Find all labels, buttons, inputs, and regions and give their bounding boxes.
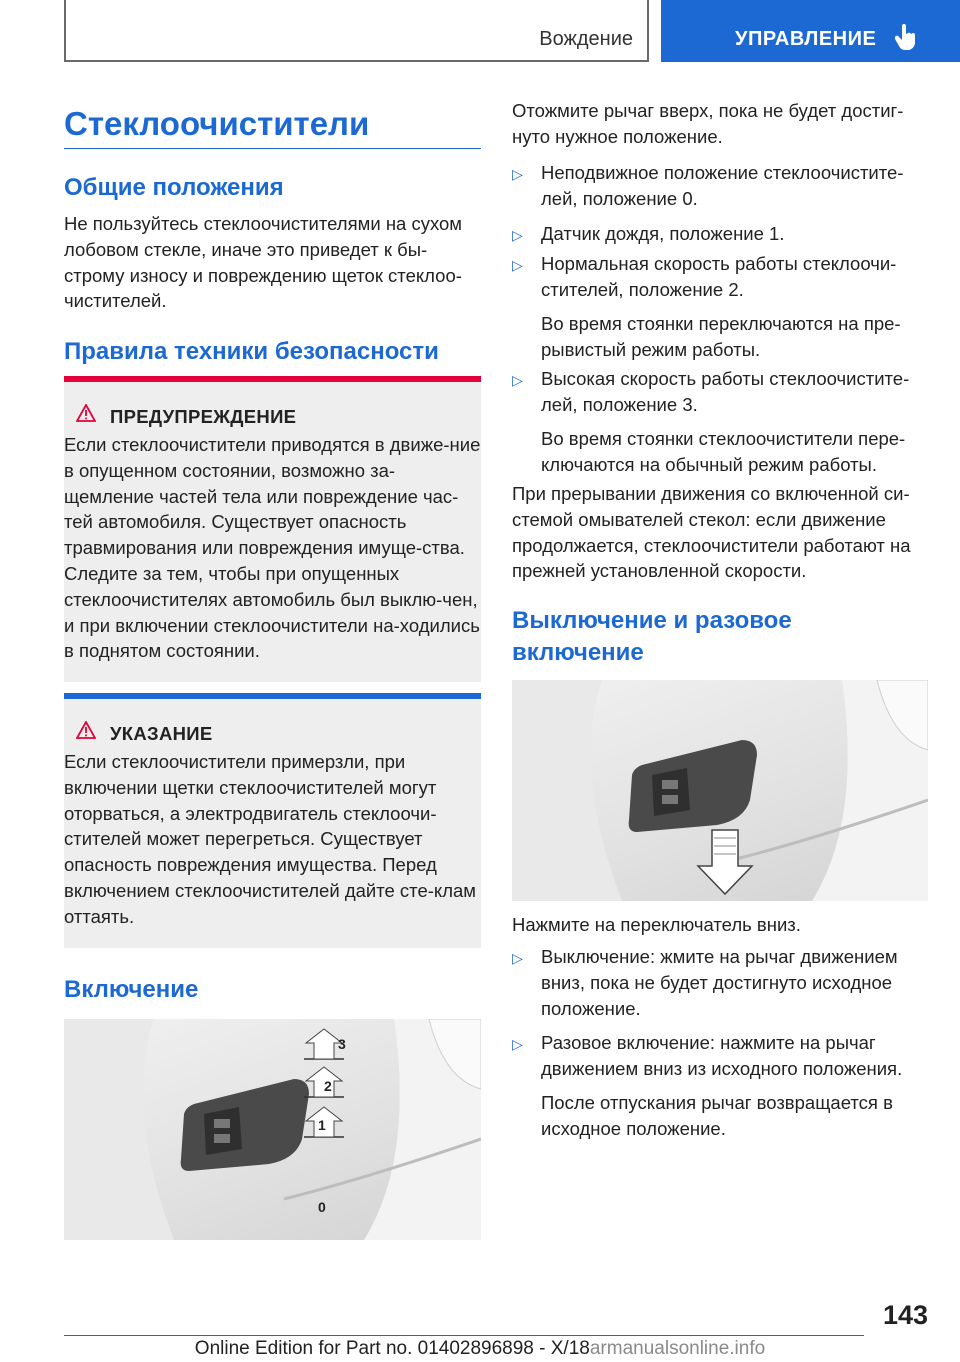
- warning-triangle-icon: [76, 404, 96, 422]
- warning-label: ПРЕДУПРЕЖДЕНИЕ: [110, 406, 297, 427]
- bullet-triangle-icon: ▷: [512, 257, 523, 273]
- switch-on-heading: Включение: [64, 976, 199, 1003]
- position-2-note: Во время стоянки переключаются на пре-рывистый режим работы.: [541, 313, 901, 360]
- notice-bar: [64, 693, 481, 699]
- off-item-1-note: После отпускания рычаг возвращается в исходное положение.: [541, 1092, 893, 1139]
- position-3-note: Во время стоянки стеклоочистители пере-ключаются на обычный режим работы.: [541, 428, 906, 475]
- position-1-text: Датчик дождя, положение 1.: [541, 223, 785, 244]
- figure-label-2: 2: [324, 1078, 332, 1094]
- position-2-text: Нормальная скорость работы стеклоочи-стителей, положение 2.: [541, 253, 897, 300]
- notice-label: УКАЗАНИЕ: [110, 723, 213, 744]
- figure-label-0: 0: [318, 1199, 326, 1215]
- warning-bar: [64, 376, 481, 382]
- notice-triangle-icon: [76, 721, 96, 739]
- page-number: 143: [882, 1300, 928, 1330]
- off-item-1-text: Разовое включение: нажмите на рычаг движением вниз из исходного положения.: [541, 1032, 903, 1079]
- footer-site: armanualsonline.info: [589, 1338, 766, 1359]
- header-chapter-label: УПРАВЛЕНИЕ: [735, 28, 877, 50]
- header-section-tab: [64, 0, 649, 62]
- notice-box: [64, 693, 481, 948]
- warning-text: Если стеклоочистители приводятся в движе-ние в опущенном состоянии, возможно за-щемление частей тела или повреждение час-тей автомобиля. Существует опасность травмирования или повреждения имуще-ства. Следите за тем, чтобы при опущенных стеклоочистителях автомобиль был выклю-чен, и при включении стеклоочистители на-ходились в поднятом состоянии.: [64, 434, 481, 662]
- footer-rule: [64, 1335, 864, 1336]
- figure-label-3: 3: [338, 1036, 346, 1052]
- bullet-triangle-icon: ▷: [512, 950, 523, 966]
- hand-pointer-icon: [895, 23, 917, 51]
- interrupt-text: При прерывании движения со включенной си-стемой омывателей стекол: если движение продолжается, стеклоочистители работают на прежней установленной скорости.: [512, 483, 911, 582]
- general-text: Не пользуйтесь стеклоочистителями на сухом лобовом стекле, иначе это приведет к бы-строму износу и повреждению щеток стеклоо-чистителей.: [64, 213, 463, 312]
- figure-label-1: 1: [318, 1117, 326, 1133]
- position-0-text: Неподвижное положение стеклоочистите-лей, положение 0.: [541, 162, 904, 209]
- intro-text: Отожмите рычаг вверх, пока не будет достиг-нуто нужное положение.: [512, 100, 904, 147]
- footer: [0, 1338, 960, 1360]
- page-title: Стеклоочистители: [64, 105, 370, 142]
- general-heading: Общие положения: [64, 174, 284, 201]
- bullet-triangle-icon: ▷: [512, 1036, 523, 1052]
- safety-heading: Правила техники безопасности: [64, 338, 439, 365]
- wiper-lever-figure-down: [512, 680, 928, 901]
- title-rule: [64, 148, 481, 149]
- position-3-text: Высокая скорость работы стеклоочистите-лей, положение 3.: [541, 368, 910, 415]
- wiper-lever-figure-up: [64, 1019, 481, 1240]
- footer-edition: Online Edition for Part no. 01402896898 - X/18: [194, 1338, 590, 1359]
- header-chapter-tab: [661, 0, 960, 62]
- bullet-triangle-icon: ▷: [512, 372, 523, 388]
- bullet-triangle-icon: ▷: [512, 166, 523, 182]
- notice-text: Если стеклоочистители примерзли, при включении щетки стеклоочистителей могут оторваться, а электродвигатель стеклоочи-стителей может перегреться. Существует опасность повреждения имущества. Перед включением стеклоочистителей дайте сте-клам оттаять.: [64, 751, 477, 927]
- off-item-0-text: Выключение: жмите на рычаг движением вниз, пока не будет достигнуто исходное положение.: [541, 946, 898, 1019]
- bullet-triangle-icon: ▷: [512, 227, 523, 243]
- warning-box: [64, 376, 481, 682]
- header-section-label: Вождение: [539, 28, 633, 50]
- press-text: Нажмите на переключатель вниз.: [512, 914, 801, 935]
- off-heading: Выключение и разовое включение: [512, 607, 792, 666]
